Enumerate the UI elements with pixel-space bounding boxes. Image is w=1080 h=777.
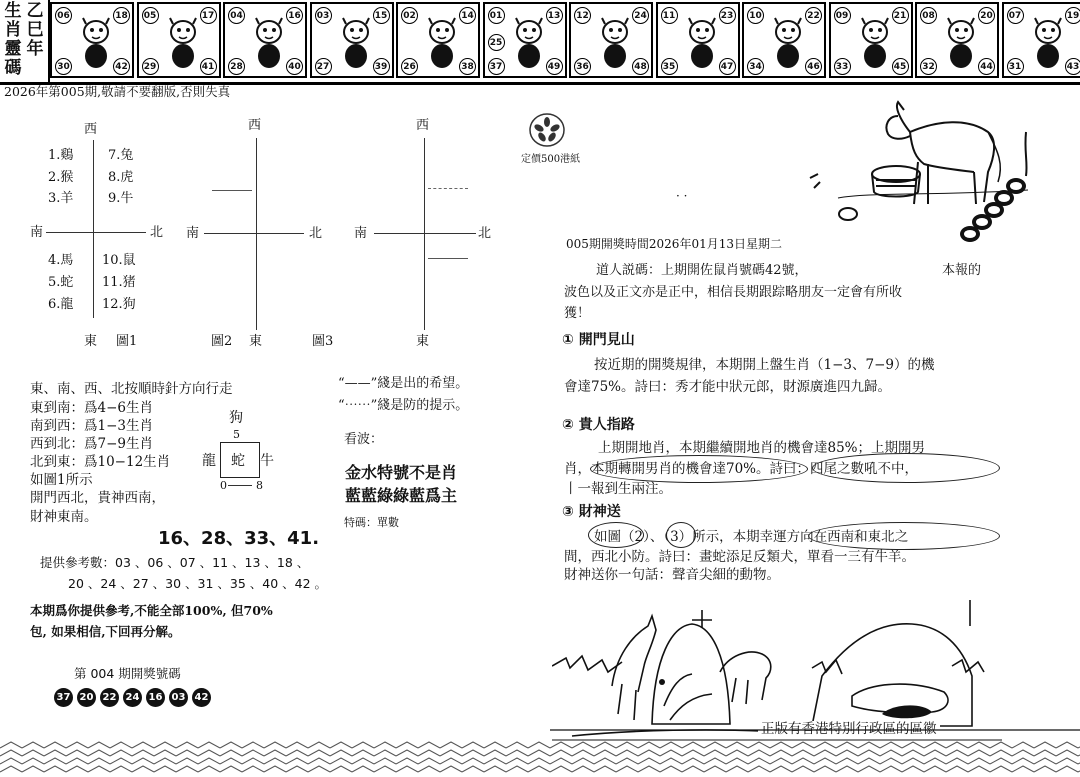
zodiac-number: 01 <box>488 7 505 24</box>
zodiac-number: 46 <box>805 58 822 75</box>
section-2-title: ② 貴人指路 <box>562 417 635 433</box>
zodiac-number: 48 <box>632 58 649 75</box>
d1-item: 3.羊 <box>48 191 74 206</box>
s3-line-3: 財神送你一句話：聲音尖細的動物。 <box>564 567 780 583</box>
zodiac-cell-pig <box>1002 2 1080 78</box>
zodiac-number: 42 <box>113 58 130 75</box>
d3-north: 北 <box>478 226 492 241</box>
price-label: 定價500港紙 <box>521 154 581 165</box>
d3-caption: 圖3 <box>312 334 334 349</box>
zodiac-number: 19 <box>1065 7 1080 24</box>
zodiac-number: 34 <box>747 58 764 75</box>
draw-time: 005期開獎時間2026年01月13日星期二 <box>566 237 782 251</box>
draw-ball: 20 <box>77 688 96 707</box>
d2-south: 南 <box>186 226 200 241</box>
d1-item: 7.兔 <box>108 148 134 163</box>
disclaimer-line-2: 包, 如果相信,下回再分解。 <box>30 624 181 639</box>
s3-line-1: 如圖（2）、（3）所示，本期幸運方向在西南和東北之 <box>594 529 909 545</box>
zodiac-number: 10 <box>747 7 764 24</box>
d3-solid-marker <box>428 258 468 259</box>
rule-line: 東到南：爲4−6生肖 <box>30 400 153 416</box>
zodiac-number: 45 <box>892 58 909 75</box>
d1-horizontal-axis <box>46 232 146 233</box>
d1-item: 5.蛇 <box>48 275 74 290</box>
mc-bottom-line <box>228 485 252 486</box>
zodiac-number: 13 <box>546 7 563 24</box>
zodiac-cell-rooster <box>829 2 913 78</box>
zodiac-number: 49 <box>546 58 563 75</box>
strip-title <box>0 0 50 82</box>
zodiac-number: 09 <box>834 7 851 24</box>
look-line-2: 藍藍綠綠藍爲主 <box>345 486 458 505</box>
d1-item: 4.馬 <box>48 253 74 268</box>
cow-illustration <box>798 92 1038 252</box>
mc-left: 龍 <box>202 453 216 469</box>
d2-caption: 圖2 <box>211 334 233 349</box>
zodiac-number: 27 <box>315 58 332 75</box>
zodiac-number: 37 <box>488 58 505 75</box>
d1-item: 1.鷄 <box>48 148 74 163</box>
zodiac-number: 26 <box>401 58 418 75</box>
zodiac-cell-dog <box>915 2 999 78</box>
zodiac-cell-goat <box>656 2 740 78</box>
zodiac-number: 08 <box>920 7 937 24</box>
zodiac-number: 47 <box>719 58 736 75</box>
special-code: 特碼：單數 <box>344 516 399 529</box>
dragon-icon <box>420 16 464 72</box>
emblem-icon <box>528 112 566 148</box>
ox-icon <box>161 16 205 72</box>
d2-north: 北 <box>309 226 323 241</box>
pig-icon <box>1026 16 1070 72</box>
zodiac-cell-snake <box>483 2 567 78</box>
issue-notice: 2026年第005期,敬請不要翻版,否則失真 <box>4 84 231 99</box>
intro-line-3: 獲！ <box>564 306 591 321</box>
zodiac-number: 30 <box>55 58 72 75</box>
d1-east: 東 <box>84 334 98 349</box>
mc-center: 蛇 <box>231 453 245 469</box>
prev-draw-label: 第 004 期開獎號碼 <box>74 666 181 681</box>
snake-icon <box>507 16 551 72</box>
d1-south: 南 <box>30 225 44 240</box>
goat-icon <box>680 16 724 72</box>
zodiac-number: 24 <box>632 7 649 24</box>
d3-east: 東 <box>416 334 430 349</box>
highlight-oval <box>808 522 1000 550</box>
zodiac-number: 15 <box>373 7 390 24</box>
zodiac-cell-dragon <box>396 2 480 78</box>
zodiac-cell-rabbit <box>310 2 394 78</box>
zodiac-number: 04 <box>228 7 245 24</box>
mc-bottom-right: 8 <box>256 479 263 492</box>
zodiac-number: 22 <box>805 7 822 24</box>
zodiac-number: 44 <box>978 58 995 75</box>
zodiac-number: 16 <box>286 7 303 24</box>
s1-line-1: 按近期的開獎規律，本期開上盤生肖（1−3、7−9）的機 <box>594 357 935 373</box>
legend-dotted: “⋯⋯”綫是防的提示。 <box>338 398 469 413</box>
zodiac-number: 05 <box>142 7 159 24</box>
d1-caption: 圖1 <box>116 334 138 349</box>
s2-line-3: 丨一報到生兩注。 <box>564 481 672 497</box>
look-line-1: 金水特號不是肖 <box>345 463 458 482</box>
horse-icon <box>593 16 637 72</box>
s3-line-2: 間，西北小防。詩曰：畫蛇添足反類犬，單看一三有牛羊。 <box>564 549 915 565</box>
zodiac-number: 20 <box>978 7 995 24</box>
section-3-title: ③ 財神送 <box>562 504 621 520</box>
intro-line-2: 波色以及正文亦是正中，相信長期跟踪略朋友一定會有所收 <box>564 285 903 300</box>
zodiac-number: 35 <box>661 58 678 75</box>
intro-line-1-tail: 本報的 <box>942 263 982 278</box>
zodiac-number: 02 <box>401 7 418 24</box>
zodiac-number: 12 <box>574 7 591 24</box>
tiger-icon <box>247 16 291 72</box>
zodiac-number: 32 <box>920 58 937 75</box>
rule-line: 開門西北，貴神西南， <box>30 490 165 506</box>
title-col-1: 生 肖 靈 碼 <box>4 1 22 78</box>
zodiac-number: 25 <box>488 34 505 51</box>
d1-west: 西 <box>84 122 98 137</box>
d2-solid-marker <box>212 190 252 191</box>
zodiac-number: 41 <box>200 58 217 75</box>
monkey-icon <box>766 16 810 72</box>
draw-ball: 24 <box>123 688 142 707</box>
d2-vertical-axis <box>256 138 257 330</box>
legend-solid: “——”綫是出的希望。 <box>338 376 469 391</box>
reference-line-1: 提供參考數：03 、06 、07 、11 、13 、18 、 <box>40 555 310 570</box>
section-1-title: ① 開門見山 <box>562 332 635 348</box>
d1-north: 北 <box>150 225 164 240</box>
rule-line: 西到北：爲7−9生肖 <box>30 436 153 452</box>
d1-item: 8.虎 <box>108 170 134 185</box>
zodiac-number: 18 <box>113 7 130 24</box>
zodiac-number: 07 <box>1007 7 1024 24</box>
draw-ball: 03 <box>169 688 188 707</box>
d2-west: 西 <box>248 118 262 133</box>
zodiac-cell-ox <box>137 2 221 78</box>
mc-top-num: 5 <box>233 428 240 441</box>
zodiac-number: 31 <box>1007 58 1024 75</box>
zodiac-number: 38 <box>459 58 476 75</box>
d3-vertical-axis <box>424 138 425 330</box>
mc-right: 牛 <box>260 453 274 469</box>
rabbit-icon <box>334 16 378 72</box>
d1-item: 9.牛 <box>108 191 134 206</box>
dots-decoration: · · <box>676 189 688 203</box>
zodiac-cell-rat <box>50 2 134 78</box>
zodiac-number: 11 <box>661 7 678 24</box>
s2-line-1: 上期開地肖，本期繼續開地肖的機會達85%；上期開男 <box>598 440 926 456</box>
d1-item: 10.鼠 <box>102 253 136 268</box>
s2-line-2: 肖，本期轉開男肖的機會達70%。詩曰：四尾之數吼不中， <box>564 461 919 477</box>
s1-line-2: 會達75%。詩曰：秀才能中狀元郎，財源廣進四九歸。 <box>564 379 892 395</box>
zodiac-number: 03 <box>315 7 332 24</box>
d1-item: 11.猪 <box>102 275 136 290</box>
zodiac-number: 14 <box>459 7 476 24</box>
zodiac-cell-tiger <box>223 2 307 78</box>
mc-top: 狗 <box>229 410 243 426</box>
draw-ball: 42 <box>192 688 211 707</box>
d3-horizontal-axis <box>374 233 476 234</box>
d3-west: 西 <box>416 118 430 133</box>
rat-icon <box>74 16 118 72</box>
highlight-oval <box>590 455 808 483</box>
highlight-oval <box>666 522 696 548</box>
dog-icon <box>939 16 983 72</box>
zodiac-number: 43 <box>1065 58 1080 75</box>
zodiac-number: 36 <box>574 58 591 75</box>
zodiac-number: 23 <box>719 7 736 24</box>
zodiac-number: 29 <box>142 58 159 75</box>
rule-line: 財神東南。 <box>30 509 98 525</box>
zodiac-cell-monkey <box>742 2 826 78</box>
zodiac-number: 39 <box>373 58 390 75</box>
draw-ball: 37 <box>54 688 73 707</box>
mc-bottom-left: 0 <box>220 479 227 492</box>
d1-item: 2.猴 <box>48 170 74 185</box>
d3-dotted-marker <box>428 188 468 189</box>
highlight-oval <box>588 522 644 548</box>
d2-east: 東 <box>249 334 263 349</box>
d1-item: 6.龍 <box>48 297 74 312</box>
d2-horizontal-axis <box>204 233 304 234</box>
zodiac-number: 28 <box>228 58 245 75</box>
d1-vertical-axis <box>93 140 94 318</box>
rule-line: 北到東：爲10−12生肖 <box>30 454 171 470</box>
look-label: 看波： <box>344 432 384 447</box>
rule-line: 東、南、西、北按順時針方向行走 <box>30 381 233 397</box>
zodiac-number: 33 <box>834 58 851 75</box>
highlight-oval <box>812 453 1000 483</box>
d3-south: 南 <box>354 226 368 241</box>
intro-line-1: 道人説碼：上期開佐鼠肖號碼42號， <box>596 263 808 278</box>
main-numbers: 16、28、33、41. <box>158 528 320 549</box>
draw-ball: 22 <box>100 688 119 707</box>
wave-border <box>0 720 1080 777</box>
official-notice: 正版有香港特別行政區的區徽 <box>758 721 940 737</box>
rooster-icon <box>853 16 897 72</box>
rule-line: 南到西：爲1−3生肖 <box>30 418 153 434</box>
zodiac-number: 40 <box>286 58 303 75</box>
zodiac-number: 21 <box>892 7 909 24</box>
zodiac-number: 17 <box>200 7 217 24</box>
title-col-2: 乙 巳 年 <box>26 1 44 59</box>
disclaimer-line-1: 本期爲你提供參考,不能全部100%, 但70% <box>30 603 273 618</box>
rule-line: 如圖1所示 <box>30 472 93 488</box>
d1-item: 12.狗 <box>102 297 136 312</box>
draw-ball: 16 <box>146 688 165 707</box>
reference-line-2: 20 、24 、27 、30 、31 、35 、40 、42 。 <box>68 576 328 591</box>
zodiac-number: 06 <box>55 7 72 24</box>
zodiac-cell-horse <box>569 2 653 78</box>
